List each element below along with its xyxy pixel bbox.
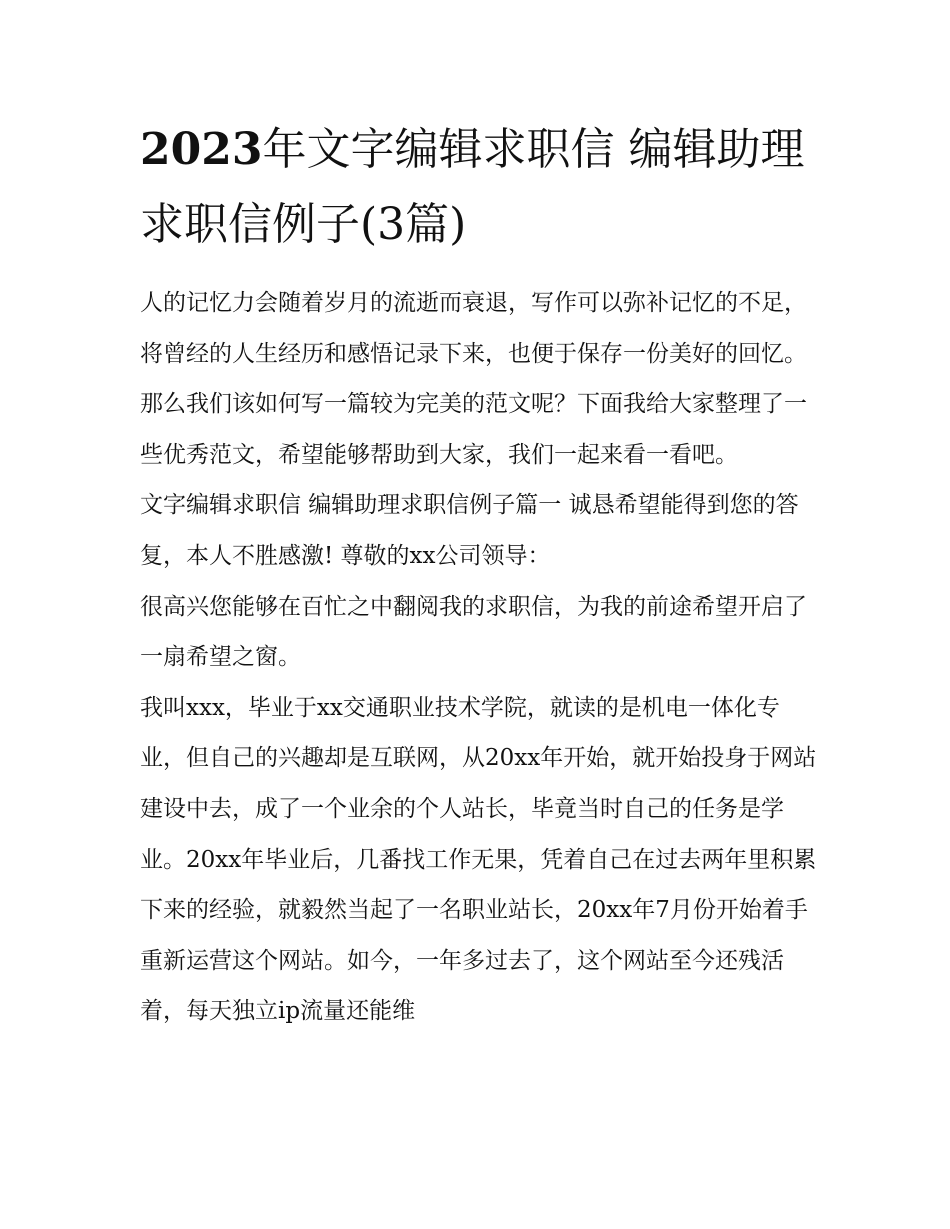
paragraph-heading: 文字编辑求职信 编辑助理求职信例子篇一 诚恳希望能得到您的答复，本人不胜感激! 尊敬的xx公司领导： xyxy=(140,492,799,569)
paragraph-intro: 人的记忆力会随着岁月的流逝而衰退，写作可以弥补记忆的不足，将曾经的人生经历和感悟记录下来，也便于保存一份美好的回忆。那么我们该如何写一篇较为完美的范文呢？下面我给大家整理了一些优秀范文，希望能够帮助到大家，我们一起来看一看吧。 xyxy=(140,290,807,468)
document-body xyxy=(140,278,820,1037)
paragraph-self-intro: 我叫xxx，毕业于xx交通职业技术学院，就读的是机电一体化专业，但自己的兴趣却是互联网，从20xx年开始，就开始投身于网站建设中去，成了一个业余的个人站长，毕竟当时自己的任务是学业。20xx年毕业后，几番找工作无果，凭着自己在过去两年里积累下来的经验，就毅然当起了一名职业站长，20xx年7月份开始着手重新运营这个网站。如今，一年多过去了，这个网站至今还残活着，每天独立ip流量还能维 xyxy=(140,694,817,1025)
document-title xyxy=(140,112,820,262)
title-year: 2023 xyxy=(140,124,263,175)
paragraph-greeting: 很高兴您能够在百忙之中翻阅我的求职信，为我的前途希望开启了一扇希望之窗。 xyxy=(140,593,807,671)
title-text: 年文字编辑求职信 编辑助理求职信例子(3篇) xyxy=(140,124,805,250)
